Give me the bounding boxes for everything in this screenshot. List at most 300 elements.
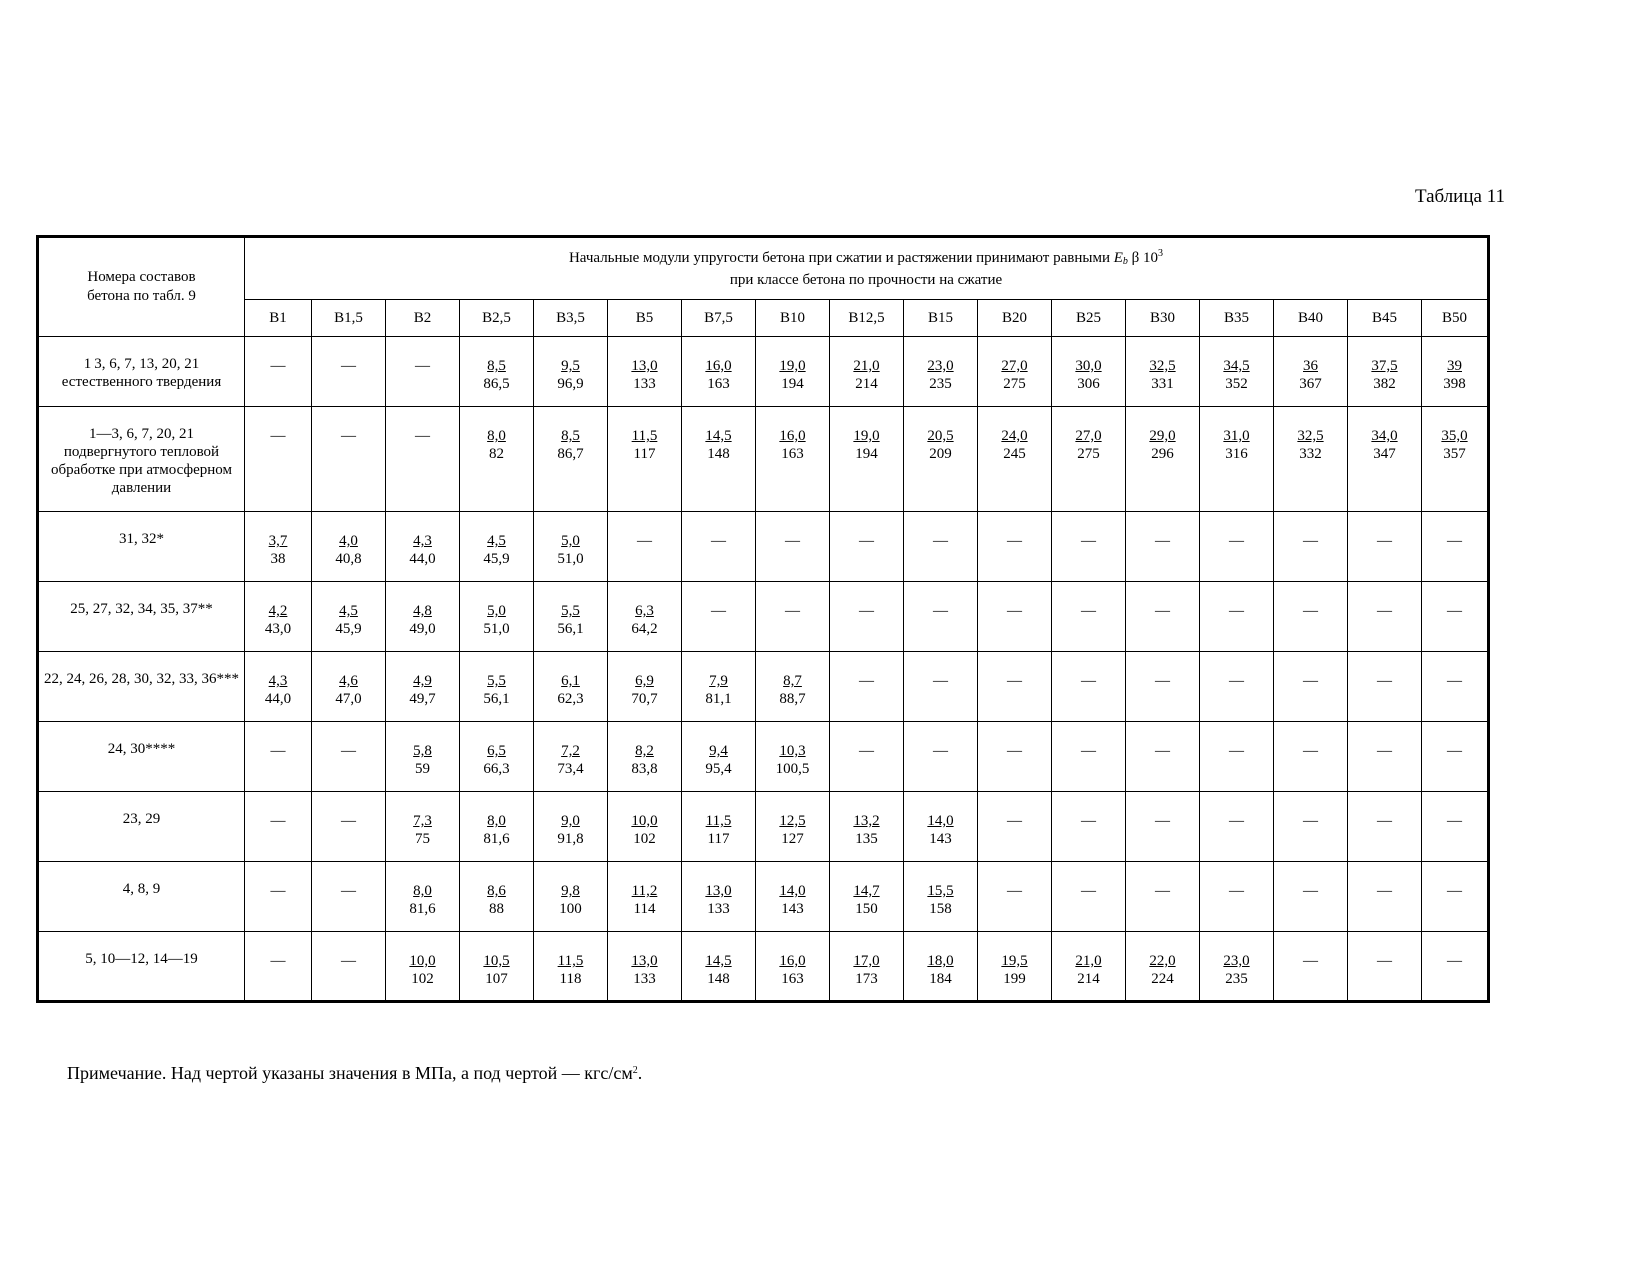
value-kgf: 44,0 <box>264 691 292 707</box>
value-cell <box>460 932 534 1002</box>
value-mpa: 9,4 <box>709 743 728 759</box>
dash: — <box>859 603 874 619</box>
value-mpa: 4,0 <box>339 533 358 549</box>
value-cell <box>460 722 534 792</box>
value-kgf: 100 <box>559 901 582 917</box>
value-cell <box>534 792 608 862</box>
empty-cell <box>978 652 1052 722</box>
dash: — <box>1081 603 1096 619</box>
value-cell <box>460 792 534 862</box>
value-cell <box>756 932 830 1002</box>
value-cell <box>534 722 608 792</box>
dash: — <box>1081 883 1096 899</box>
value-kgf: 73,4 <box>557 761 584 777</box>
dash: — <box>1447 953 1462 969</box>
value-cell <box>978 337 1052 407</box>
main-header-line2: при классе бетона по прочности на сжатие <box>729 272 1003 288</box>
empty-cell <box>1422 932 1489 1002</box>
value-kgf: 163 <box>781 446 804 462</box>
dash: — <box>711 603 726 619</box>
class-header: B10 <box>756 300 830 337</box>
value-cell <box>1200 337 1274 407</box>
empty-cell <box>978 722 1052 792</box>
value-mpa: 5,8 <box>413 743 432 759</box>
empty-cell <box>1200 512 1274 582</box>
dash: — <box>1155 743 1170 759</box>
dash: — <box>711 533 726 549</box>
value-cell <box>756 792 830 862</box>
value-kgf: 49,0 <box>409 621 436 637</box>
value-kgf: 117 <box>633 446 656 462</box>
class-header: B30 <box>1126 300 1200 337</box>
table-row <box>38 652 1489 722</box>
value-kgf: 51,0 <box>483 621 510 637</box>
value-cell <box>386 512 460 582</box>
value-cell <box>682 792 756 862</box>
value-mpa: 27,0 <box>1001 358 1028 374</box>
empty-cell <box>1274 512 1348 582</box>
value-cell <box>682 932 756 1002</box>
value-mpa: 19,5 <box>1001 953 1028 969</box>
value-mpa: 31,0 <box>1223 428 1250 444</box>
value-cell <box>534 582 608 652</box>
empty-cell <box>245 337 312 407</box>
empty-cell <box>1422 862 1489 932</box>
dash: — <box>270 953 286 969</box>
table-row <box>38 932 1489 1002</box>
empty-cell <box>1200 792 1274 862</box>
value-kgf: 86,7 <box>557 446 584 462</box>
class-header: B5 <box>608 300 682 337</box>
empty-cell <box>1200 862 1274 932</box>
dash: — <box>415 428 430 444</box>
dash: — <box>1007 883 1022 899</box>
table-row <box>38 337 1489 407</box>
empty-cell <box>1052 582 1126 652</box>
value-mpa: 10,0 <box>409 953 436 969</box>
value-kgf: 66,3 <box>483 761 510 777</box>
empty-cell <box>312 932 386 1002</box>
value-cell <box>1200 407 1274 512</box>
empty-cell <box>312 862 386 932</box>
value-cell <box>245 582 312 652</box>
empty-cell <box>904 652 978 722</box>
table-row <box>38 722 1489 792</box>
value-mpa: 3,7 <box>268 533 288 549</box>
row-label: 22, 24, 26, 28, 30, 32, 33, 36*** <box>38 652 245 722</box>
value-kgf: 82 <box>489 446 504 462</box>
value-mpa: 13,0 <box>705 883 732 899</box>
row-label: 23, 29 <box>38 792 245 862</box>
value-cell <box>756 722 830 792</box>
value-kgf: 173 <box>855 971 878 987</box>
corner-header-line2: бетона по табл. 9 <box>87 288 196 304</box>
value-cell <box>386 862 460 932</box>
dash: — <box>1303 813 1318 829</box>
value-mpa: 27,0 <box>1075 428 1102 444</box>
empty-cell <box>978 862 1052 932</box>
value-mpa: 8,0 <box>487 428 506 444</box>
class-header: B20 <box>978 300 1052 337</box>
value-kgf: 81,6 <box>483 831 510 847</box>
dash: — <box>341 743 356 759</box>
empty-cell <box>312 792 386 862</box>
value-cell <box>1348 407 1422 512</box>
dash: — <box>1447 533 1462 549</box>
value-kgf: 158 <box>929 901 952 917</box>
value-cell <box>460 512 534 582</box>
value-mpa: 8,5 <box>561 428 580 444</box>
value-kgf: 398 <box>1443 376 1466 392</box>
corner-header-line1: Номера составов <box>87 269 196 285</box>
dash: — <box>1229 743 1244 759</box>
dash: — <box>933 673 948 689</box>
value-cell <box>1200 932 1274 1002</box>
value-mpa: 22,0 <box>1149 953 1176 969</box>
value-kgf: 62,3 <box>557 691 584 707</box>
empty-cell <box>1274 722 1348 792</box>
dash: — <box>415 358 430 374</box>
dash: — <box>933 743 948 759</box>
value-mpa: 9,0 <box>561 813 580 829</box>
row-label: 4, 8, 9 <box>38 862 245 932</box>
value-mpa: 16,0 <box>779 428 806 444</box>
value-mpa: 4,5 <box>339 603 358 619</box>
value-mpa: 20,5 <box>927 428 954 444</box>
value-kgf: 194 <box>781 376 804 392</box>
empty-cell <box>1052 652 1126 722</box>
value-cell <box>312 582 386 652</box>
value-cell <box>1052 407 1126 512</box>
empty-cell <box>1052 722 1126 792</box>
value-mpa: 8,0 <box>413 883 432 899</box>
dash: — <box>1155 883 1170 899</box>
value-cell <box>460 862 534 932</box>
value-mpa: 15,5 <box>927 883 954 899</box>
value-kgf: 86,5 <box>483 376 510 392</box>
value-cell <box>460 337 534 407</box>
value-mpa: 8,5 <box>487 358 506 374</box>
value-cell <box>608 862 682 932</box>
empty-cell <box>1052 512 1126 582</box>
value-kgf: 95,4 <box>705 761 732 777</box>
value-cell <box>830 932 904 1002</box>
dash: — <box>1377 743 1392 759</box>
empty-cell <box>830 652 904 722</box>
dash: — <box>1081 743 1096 759</box>
value-mpa: 9,5 <box>561 358 580 374</box>
empty-cell <box>830 512 904 582</box>
dash: — <box>1377 813 1392 829</box>
empty-cell <box>1422 652 1489 722</box>
dash: — <box>785 533 800 549</box>
dash: — <box>785 603 800 619</box>
dash: — <box>1155 813 1170 829</box>
class-header: B45 <box>1348 300 1422 337</box>
dash: — <box>1447 603 1462 619</box>
value-kgf: 199 <box>1003 971 1026 987</box>
dash: — <box>1447 813 1462 829</box>
value-kgf: 70,7 <box>631 691 658 707</box>
dash: — <box>1081 533 1096 549</box>
empty-cell <box>245 407 312 512</box>
table-label: Таблица 11 <box>1414 186 1505 207</box>
value-kgf: 275 <box>1003 376 1026 392</box>
empty-cell <box>978 792 1052 862</box>
table-row <box>38 407 1489 512</box>
value-cell <box>312 652 386 722</box>
value-kgf: 75 <box>415 831 430 847</box>
value-cell <box>245 512 312 582</box>
value-mpa: 4,2 <box>268 603 288 619</box>
value-kgf: 64,2 <box>631 621 658 637</box>
dash: — <box>1377 673 1392 689</box>
value-kgf: 133 <box>707 901 730 917</box>
value-mpa: 36 <box>1303 358 1318 374</box>
dash: — <box>341 883 356 899</box>
empty-cell <box>1348 932 1422 1002</box>
empty-cell <box>312 722 386 792</box>
value-cell <box>1274 337 1348 407</box>
dash: — <box>341 428 356 444</box>
main-header <box>245 237 1489 300</box>
dash: — <box>1229 603 1244 619</box>
value-mpa: 12,5 <box>779 813 806 829</box>
value-kgf: 296 <box>1151 446 1174 462</box>
empty-cell <box>386 337 460 407</box>
empty-cell <box>1274 652 1348 722</box>
dash: — <box>1229 533 1244 549</box>
value-cell <box>756 337 830 407</box>
value-cell <box>756 407 830 512</box>
value-cell <box>904 862 978 932</box>
value-mpa: 32,5 <box>1297 428 1324 444</box>
value-kgf: 107 <box>485 971 508 987</box>
value-mpa: 37,5 <box>1371 358 1398 374</box>
value-mpa: 16,0 <box>705 358 732 374</box>
dash: — <box>270 883 286 899</box>
row-label: 5, 10—12, 14—19 <box>38 932 245 1002</box>
value-kgf: 88,7 <box>779 691 806 707</box>
value-cell <box>682 862 756 932</box>
value-cell <box>534 512 608 582</box>
value-cell <box>904 932 978 1002</box>
empty-cell <box>1422 792 1489 862</box>
table-row <box>38 512 1489 582</box>
value-cell <box>904 407 978 512</box>
value-kgf: 143 <box>781 901 804 917</box>
value-kgf: 163 <box>781 971 804 987</box>
value-cell <box>1348 337 1422 407</box>
empty-cell <box>978 512 1052 582</box>
dash: — <box>1303 953 1318 969</box>
value-mpa: 16,0 <box>779 953 806 969</box>
class-header: B35 <box>1200 300 1274 337</box>
empty-cell <box>1274 792 1348 862</box>
empty-cell <box>1348 722 1422 792</box>
value-kgf: 81,6 <box>409 901 436 917</box>
value-kgf: 133 <box>633 971 656 987</box>
empty-cell <box>245 862 312 932</box>
value-cell <box>386 932 460 1002</box>
value-kgf: 332 <box>1299 446 1322 462</box>
value-kgf: 214 <box>855 376 878 392</box>
value-cell <box>978 407 1052 512</box>
dash: — <box>341 953 356 969</box>
dash: — <box>1447 883 1462 899</box>
value-kgf: 45,9 <box>335 621 362 637</box>
value-mpa: 5,0 <box>561 533 580 549</box>
value-kgf: 148 <box>707 446 730 462</box>
value-cell <box>978 932 1052 1002</box>
value-cell <box>460 582 534 652</box>
value-mpa: 4,6 <box>339 673 358 689</box>
value-kgf: 224 <box>1151 971 1174 987</box>
dash: — <box>859 743 874 759</box>
value-kgf: 114 <box>633 901 656 917</box>
value-mpa: 10,0 <box>631 813 658 829</box>
value-mpa: 14,0 <box>779 883 806 899</box>
value-kgf: 275 <box>1077 446 1100 462</box>
value-kgf: 56,1 <box>483 691 510 707</box>
value-cell <box>386 722 460 792</box>
empty-cell <box>1200 652 1274 722</box>
value-kgf: 382 <box>1373 376 1396 392</box>
value-cell <box>608 932 682 1002</box>
value-mpa: 18,0 <box>927 953 954 969</box>
dash: — <box>859 673 874 689</box>
empty-cell <box>904 582 978 652</box>
value-mpa: 29,0 <box>1149 428 1176 444</box>
empty-cell <box>1348 792 1422 862</box>
dash: — <box>1155 673 1170 689</box>
value-kgf: 49,7 <box>409 691 436 707</box>
dash: — <box>1377 603 1392 619</box>
main-header-part2: β 10 <box>1131 250 1159 266</box>
dash: — <box>1377 533 1392 549</box>
value-kgf: 194 <box>855 446 878 462</box>
value-kgf: 56,1 <box>557 621 584 637</box>
value-cell <box>904 337 978 407</box>
value-mpa: 6,9 <box>635 673 654 689</box>
dash: — <box>859 533 874 549</box>
dash: — <box>270 813 286 829</box>
value-cell <box>534 932 608 1002</box>
dash: — <box>1007 743 1022 759</box>
value-kgf: 209 <box>929 446 952 462</box>
dash: — <box>933 533 948 549</box>
dash: — <box>1303 533 1318 549</box>
row-label: 31, 32* <box>38 512 245 582</box>
value-cell <box>1422 407 1489 512</box>
empty-cell <box>386 407 460 512</box>
empty-cell <box>756 582 830 652</box>
value-mpa: 6,3 <box>635 603 654 619</box>
value-cell <box>534 337 608 407</box>
value-kgf: 47,0 <box>335 691 362 707</box>
class-header: B7,5 <box>682 300 756 337</box>
dash: — <box>270 428 286 444</box>
value-mpa: 4,3 <box>268 673 288 689</box>
value-kgf: 117 <box>707 831 730 847</box>
dash: — <box>1229 813 1244 829</box>
value-mpa: 39 <box>1447 358 1462 374</box>
value-mpa: 4,3 <box>413 533 432 549</box>
value-mpa: 4,9 <box>413 673 432 689</box>
empty-cell <box>245 792 312 862</box>
value-kgf: 102 <box>411 971 434 987</box>
table-row <box>38 792 1489 862</box>
dash: — <box>1303 743 1318 759</box>
value-cell <box>830 407 904 512</box>
value-cell <box>608 652 682 722</box>
value-cell <box>608 722 682 792</box>
value-cell <box>756 652 830 722</box>
empty-cell <box>1274 862 1348 932</box>
value-mpa: 5,0 <box>487 603 506 619</box>
value-kgf: 100,5 <box>775 761 810 777</box>
value-cell <box>830 792 904 862</box>
value-kgf: 184 <box>929 971 952 987</box>
empty-cell <box>1274 932 1348 1002</box>
value-mpa: 14,5 <box>705 953 732 969</box>
value-mpa: 34,0 <box>1371 428 1398 444</box>
value-mpa: 35,0 <box>1441 428 1468 444</box>
dash: — <box>933 603 948 619</box>
value-kgf: 235 <box>929 376 952 392</box>
value-mpa: 32,5 <box>1149 358 1176 374</box>
empty-cell <box>904 722 978 792</box>
dash: — <box>1377 953 1392 969</box>
empty-cell <box>1348 862 1422 932</box>
value-cell <box>1052 337 1126 407</box>
empty-cell <box>830 582 904 652</box>
value-mpa: 13,0 <box>631 953 658 969</box>
value-kgf: 133 <box>633 376 656 392</box>
value-kgf: 38 <box>270 551 286 567</box>
dash: — <box>637 533 652 549</box>
class-header: B2,5 <box>460 300 534 337</box>
value-cell <box>1126 932 1200 1002</box>
main-header-sup: 3 <box>1158 248 1164 259</box>
value-kgf: 83,8 <box>631 761 658 777</box>
value-kgf: 127 <box>781 831 804 847</box>
value-mpa: 13,2 <box>853 813 880 829</box>
value-mpa: 23,0 <box>927 358 954 374</box>
value-mpa: 10,3 <box>779 743 806 759</box>
value-kgf: 81,1 <box>705 691 732 707</box>
value-cell <box>460 407 534 512</box>
value-mpa: 30,0 <box>1075 358 1102 374</box>
value-kgf: 163 <box>707 376 730 392</box>
value-cell <box>830 337 904 407</box>
empty-cell <box>1126 722 1200 792</box>
value-cell <box>386 652 460 722</box>
value-kgf: 135 <box>855 831 878 847</box>
value-cell <box>830 862 904 932</box>
value-cell <box>1274 407 1348 512</box>
empty-cell <box>245 932 312 1002</box>
dash: — <box>1007 813 1022 829</box>
dash: — <box>1447 673 1462 689</box>
value-kgf: 43,0 <box>264 621 292 637</box>
value-kgf: 306 <box>1077 376 1100 392</box>
value-cell <box>1052 932 1126 1002</box>
table-body <box>38 337 1489 1002</box>
value-kgf: 45,9 <box>483 551 510 567</box>
dash: — <box>1303 883 1318 899</box>
value-cell <box>904 792 978 862</box>
